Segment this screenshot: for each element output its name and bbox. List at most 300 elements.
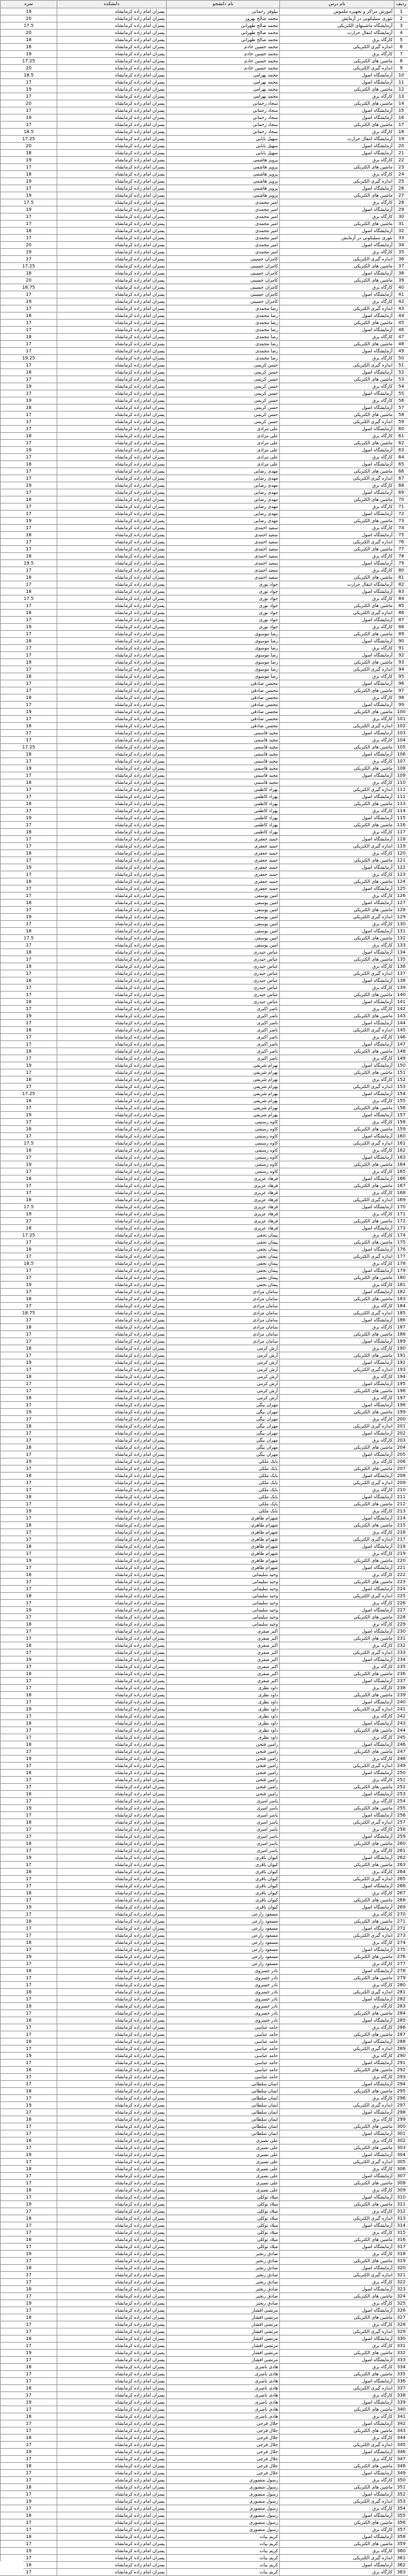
row-index: 81 (394, 574, 408, 581)
row-grade: 17 (1, 2045, 57, 2053)
row-grade: 17 (1, 2343, 57, 2350)
row-index: 229 (394, 1621, 408, 1628)
table-row (1, 1006, 408, 1013)
row-faculty: پسران امام زاده کرمانشاه (57, 2173, 167, 2180)
row-student: فرهاد عزیزی (167, 1218, 280, 1225)
row-grade: 17 (1, 503, 57, 511)
row-grade: 17 (1, 362, 57, 369)
row-student: حمید جعفری (167, 843, 280, 850)
row-student: سجاد رحمانی (167, 129, 280, 136)
table-row (1, 885, 408, 893)
row-index: 1 (394, 8, 408, 15)
table-row (1, 1685, 408, 1692)
header-faculty: دانشکده (57, 1, 167, 8)
row-student: پرویز هاشمی (167, 171, 280, 178)
row-faculty: پسران امام زاده کرمانشاه (57, 2371, 167, 2378)
row-student: آرش کرمی (167, 1366, 280, 1374)
row-faculty: پسران امام زاده کرمانشاه (57, 2272, 167, 2279)
row-index: 74 (394, 525, 408, 532)
row-index: 135 (394, 956, 408, 963)
row-faculty: پسران امام زاده کرمانشاه (57, 1805, 167, 1812)
row-grade: 17 (1, 603, 57, 610)
row-faculty: پسران امام زاده کرمانشاه (57, 1876, 167, 1883)
row-course: اندازه گیری الکتریکی (280, 914, 394, 921)
row-grade: 17 (1, 822, 57, 829)
row-faculty: پسران امام زاده کرمانشاه (57, 2067, 167, 2074)
row-index: 362 (394, 2562, 408, 2569)
row-student: کیوان باقری (167, 1890, 280, 1897)
row-grade: 19 (1, 1508, 57, 1515)
row-index: 198 (394, 1402, 408, 1409)
row-faculty: پسران امام زاده کرمانشاه (57, 1027, 167, 1034)
row-student: ایمان سلطانی (167, 2081, 280, 2088)
row-grade: 18 (1, 369, 57, 376)
row-student: هادی ناصری (167, 2406, 280, 2413)
table-row (1, 1642, 408, 1649)
table-row (1, 1678, 408, 1685)
table-row (1, 2548, 408, 2555)
row-faculty: پسران امام زاده کرمانشاه (57, 2526, 167, 2534)
row-student: رضا محمدی (167, 334, 280, 341)
table-row (1, 256, 408, 263)
row-course: ماشین های الکتریکی (280, 496, 394, 503)
row-grade: 18 (1, 1225, 57, 1232)
row-index: 254 (394, 1798, 408, 1805)
table-row (1, 560, 408, 567)
row-course: کارگاه برق (280, 1621, 394, 1628)
row-index: 6 (394, 44, 408, 51)
row-index: 308 (394, 2180, 408, 2187)
row-course: کارگاه برق (280, 1395, 394, 1402)
row-course: اندازه گیری الکتریکی (280, 1084, 394, 1091)
row-course: کارگاه برق (280, 93, 394, 100)
table-row (1, 1395, 408, 1402)
row-index: 241 (394, 1706, 408, 1713)
row-grade: 17 (1, 1381, 57, 1388)
row-course: کارگاه برق (280, 1961, 394, 1968)
table-row (1, 1515, 408, 1522)
table-row (1, 1862, 408, 1869)
row-grade: 17 (1, 1748, 57, 1755)
row-student: بهرام شریفی (167, 1091, 280, 1098)
row-student: پیمان نجفی (167, 1260, 280, 1267)
row-index: 193 (394, 1366, 408, 1374)
row-index: 59 (394, 419, 408, 426)
row-grade: 18 (1, 1840, 57, 1847)
table-row (1, 1557, 408, 1565)
row-course: اندازه گیری الکتریکی (280, 1197, 394, 1204)
row-faculty: پسران امام زاده کرمانشاه (57, 878, 167, 885)
table-row (1, 2357, 408, 2364)
row-course: آزمایشگاه اصول (280, 2399, 394, 2406)
row-course: آزمایشگاه اصول (280, 1175, 394, 1183)
row-index: 54 (394, 383, 408, 390)
row-course: آزمایشگاه اصول (280, 1770, 394, 1777)
row-course: اندازه گیری الکتریکی (280, 1649, 394, 1656)
row-index: 137 (394, 970, 408, 977)
row-index: 12 (394, 86, 408, 93)
row-faculty: پسران امام زاده کرمانشاه (57, 1897, 167, 1904)
row-index: 287 (394, 2031, 408, 2038)
row-course: اندازه گیری الکتریکی (280, 256, 394, 263)
row-faculty: پسران امام زاده کرمانشاه (57, 1529, 167, 1536)
row-course: آزمایشگاه اصول (280, 1699, 394, 1706)
row-faculty: پسران امام زاده کرمانشاه (57, 348, 167, 355)
table-row (1, 2159, 408, 2166)
table-row (1, 2180, 408, 2187)
row-index: 346 (394, 2449, 408, 2456)
row-student: مهدی رضایی (167, 503, 280, 511)
row-student: کریم بیات (167, 2541, 280, 2548)
table-row (1, 2088, 408, 2095)
row-faculty: پسران امام زاده کرمانشاه (57, 2413, 167, 2420)
table-row (1, 1076, 408, 1084)
table-row (1, 1699, 408, 1706)
row-student: علی نصیری (167, 2137, 280, 2145)
table-row (1, 79, 408, 86)
row-student: میلاد توکلی (167, 2222, 280, 2229)
row-grade: 17 (1, 213, 57, 221)
row-index: 154 (394, 1091, 408, 1098)
row-course: آزمایشگاه اصول (280, 900, 394, 907)
table-row (1, 270, 408, 277)
row-course: کارگاه برق (280, 595, 394, 603)
row-index: 322 (394, 2279, 408, 2286)
row-grade: 17 (1, 93, 57, 100)
row-course: ماشین های الکتریکی (280, 1727, 394, 1734)
row-faculty: پسران امام زاده کرمانشاه (57, 320, 167, 327)
row-student: حمید جعفری (167, 864, 280, 871)
row-index: 261 (394, 1847, 408, 1855)
row-faculty: پسران امام زاده کرمانشاه (57, 1140, 167, 1147)
row-course: آزمایشگاه اصول (280, 447, 394, 454)
row-course: آزمایشگاه اصول (280, 2420, 394, 2427)
table-row (1, 2286, 408, 2293)
row-course: ماشین های الکتریکی (280, 2123, 394, 2130)
row-student: مجید قاسمی (167, 765, 280, 772)
table-row (1, 475, 408, 482)
row-grade: 17 (1, 1812, 57, 1819)
row-grade: 18 (1, 2364, 57, 2371)
row-index: 34 (394, 242, 408, 249)
row-course: کارگاه برق (280, 199, 394, 206)
row-grade: 18 (1, 1076, 57, 1084)
row-faculty: پسران امام زاده کرمانشاه (57, 1614, 167, 1621)
row-faculty: پسران امام زاده کرمانشاه (57, 2336, 167, 2343)
table-row (1, 1550, 408, 1557)
row-faculty: پسران امام زاده کرمانشاه (57, 999, 167, 1006)
row-student: سامان مرادی (167, 1324, 280, 1331)
table-row (1, 1946, 408, 1954)
row-index: 218 (394, 1543, 408, 1550)
row-course: ماشین های الکتریکی (280, 574, 394, 581)
row-index: 225 (394, 1593, 408, 1600)
table-row (1, 150, 408, 157)
row-student: یاسر امیری (167, 1798, 280, 1805)
row-student: مرتضی افشار (167, 2343, 280, 2350)
row-grade: 18 (1, 2484, 57, 2491)
table-row (1, 666, 408, 673)
row-grade: 17 (1, 1777, 57, 1784)
row-course: کارگاه برق (280, 1939, 394, 1946)
row-faculty: پسران امام زاده کرمانشاه (57, 2498, 167, 2505)
row-index: 38 (394, 270, 408, 277)
row-index: 357 (394, 2526, 408, 2534)
table-row (1, 1572, 408, 1579)
row-faculty: پسران امام زاده کرمانشاه (57, 15, 167, 23)
row-grade: 17 (1, 419, 57, 426)
row-index: 138 (394, 977, 408, 984)
row-grade: 17 (1, 2505, 57, 2512)
row-index: 265 (394, 1876, 408, 1883)
row-index: 160 (394, 1133, 408, 1140)
table-row (1, 2229, 408, 2236)
row-faculty: پسران امام زاده کرمانشاه (57, 2236, 167, 2244)
row-course: آزمایشگاه اصول (280, 885, 394, 893)
row-student: بهرام شریفی (167, 1105, 280, 1112)
row-course: آزمایشگاه اصول (280, 1204, 394, 1211)
table-row (1, 1084, 408, 1091)
row-index: 156 (394, 1105, 408, 1112)
row-student: مرتضی افشار (167, 2314, 280, 2321)
table-row (1, 1904, 408, 1911)
row-grade: 19 (1, 298, 57, 305)
row-index: 324 (394, 2293, 408, 2300)
table-row (1, 1211, 408, 1218)
row-index: 319 (394, 2258, 408, 2265)
row-grade: 17 (1, 1416, 57, 1423)
row-student: اکبر صفری (167, 1649, 280, 1656)
row-grade: 17 (1, 921, 57, 928)
row-index: 264 (394, 1869, 408, 1876)
row-student: امین یوسفی (167, 921, 280, 928)
row-index: 242 (394, 1713, 408, 1720)
row-student: پرویز هاشمی (167, 157, 280, 164)
row-student: رضا موسوی (167, 673, 280, 680)
row-student: مرتضی افشار (167, 2328, 280, 2336)
row-faculty: پسران امام زاده کرمانشاه (57, 2293, 167, 2300)
row-faculty: پسران امام زاده کرمانشاه (57, 595, 167, 603)
row-course: ماشین های الکتریکی (280, 2541, 394, 2548)
row-student: بهزاد کاظمی (167, 829, 280, 836)
row-grade: 17 (1, 1352, 57, 1359)
row-course: ماشین های الکتریکی (280, 2180, 394, 2187)
row-grade: 18 (1, 1593, 57, 1600)
row-course: اندازه گیری الکتریکی (280, 1876, 394, 1883)
row-faculty: پسران امام زاده کرمانشاه (57, 2491, 167, 2498)
table-row (1, 2258, 408, 2265)
row-faculty: پسران امام زاده کرمانشاه (57, 843, 167, 850)
row-faculty: پسران امام زاده کرمانشاه (57, 815, 167, 822)
table-row (1, 1282, 408, 1289)
table-row (1, 829, 408, 836)
row-grade: 18 (1, 928, 57, 935)
row-faculty: پسران امام زاده کرمانشاه (57, 1076, 167, 1084)
row-index: 150 (394, 1062, 408, 1069)
row-course: ماشین های الکتریکی (280, 687, 394, 694)
row-grade: 19 (1, 2449, 57, 2456)
row-grade: 17 (1, 341, 57, 348)
row-course: آزمایشگاه اصول (280, 772, 394, 779)
row-index: 123 (394, 871, 408, 878)
table-row (1, 2534, 408, 2541)
row-student: امیر محمدی (167, 221, 280, 228)
table-row (1, 1635, 408, 1642)
row-course: کارگاه برق (280, 673, 394, 680)
row-grade: 19 (1, 1013, 57, 1020)
row-student: عباس حیدری (167, 999, 280, 1006)
row-index: 10 (394, 72, 408, 79)
table-row (1, 348, 408, 355)
row-student: داود نظری (167, 1699, 280, 1706)
row-faculty: پسران امام زاده کرمانشاه (57, 1133, 167, 1140)
table-row (1, 977, 408, 984)
row-index: 305 (394, 2159, 408, 2166)
row-index: 16 (394, 114, 408, 122)
table-row (1, 221, 408, 228)
row-course: ماشین های الکتریکی (280, 1862, 394, 1869)
table-row (1, 291, 408, 298)
row-student: کیوان باقری (167, 1883, 280, 1890)
row-faculty: پسران امام زاده کرمانشاه (57, 1840, 167, 1847)
row-student: حامد عباسی (167, 2038, 280, 2045)
row-faculty: پسران امام زاده کرمانشاه (57, 1473, 167, 1480)
row-grade: 18 (1, 1621, 57, 1628)
row-course: آزمایشگاه اصول (280, 560, 394, 567)
row-course: آزمایشگاه اصول (280, 348, 394, 355)
row-grade: 17 (1, 1579, 57, 1586)
table-row (1, 30, 408, 37)
row-course: کارگاه برق (280, 1168, 394, 1175)
row-student: سامان مرادی (167, 1310, 280, 1317)
row-index: 47 (394, 334, 408, 341)
row-student: امیر محمدی (167, 235, 280, 242)
table-row (1, 970, 408, 977)
row-grade: 18 (1, 1543, 57, 1550)
row-index: 356 (394, 2519, 408, 2526)
row-index: 130 (394, 921, 408, 928)
row-grade: 18 (1, 1473, 57, 1480)
row-student: رسول منصوری (167, 2512, 280, 2519)
table-row (1, 1267, 408, 1274)
row-faculty: پسران امام زاده کرمانشاه (57, 1274, 167, 1282)
row-course: ماشین های الکتریکی (280, 1897, 394, 1904)
row-student: حمید جعفری (167, 836, 280, 843)
row-faculty: پسران امام زاده کرمانشاه (57, 1232, 167, 1239)
row-index: 41 (394, 291, 408, 298)
row-grade: 17 (1, 984, 57, 992)
row-index: 118 (394, 836, 408, 843)
row-faculty: پسران امام زاده کرمانشاه (57, 1770, 167, 1777)
row-faculty: پسران امام زاده کرمانشاه (57, 1168, 167, 1175)
row-grade: 17 (1, 2180, 57, 2187)
row-faculty: پسران امام زاده کرمانشاه (57, 2081, 167, 2088)
row-faculty: پسران امام زاده کرمانشاه (57, 298, 167, 305)
table-row (1, 765, 408, 772)
row-student: صادق رنجبر (167, 2258, 280, 2265)
row-index: 100 (394, 709, 408, 716)
row-index: 60 (394, 426, 408, 433)
table-row (1, 178, 408, 185)
row-course: کارگاه برق (280, 2095, 394, 2102)
row-course: اندازه گیری الکتریکی (280, 2045, 394, 2053)
table-row (1, 1303, 408, 1310)
row-faculty: پسران امام زاده کرمانشاه (57, 1862, 167, 1869)
row-course: کارگاه برق (280, 963, 394, 970)
row-index: 352 (394, 2491, 408, 2498)
row-index: 66 (394, 468, 408, 475)
row-student: هادی ناصری (167, 2378, 280, 2385)
row-faculty: پسران امام زاده کرمانشاه (57, 327, 167, 334)
row-index: 259 (394, 1833, 408, 1840)
row-faculty: پسران امام زاده کرمانشاه (57, 1267, 167, 1274)
row-index: 9 (394, 65, 408, 72)
row-faculty: پسران امام زاده کرمانشاه (57, 284, 167, 291)
row-grade: 17 (1, 468, 57, 475)
row-student: کامران حسینی (167, 277, 280, 284)
row-student: رضا محمدی (167, 313, 280, 320)
row-faculty: پسران امام زاده کرمانشاه (57, 1996, 167, 2003)
row-grade: 18 (1, 1098, 57, 1105)
row-index: 354 (394, 2505, 408, 2512)
row-student: مهدی رضایی (167, 489, 280, 496)
row-index: 162 (394, 1147, 408, 1154)
row-student: علی مرادی (167, 454, 280, 461)
row-grade: 17 (1, 291, 57, 298)
row-grade: 17 (1, 1826, 57, 1833)
table-row (1, 2102, 408, 2109)
row-faculty: پسران امام زاده کرمانشاه (57, 885, 167, 893)
row-student: کیوان باقری (167, 1897, 280, 1904)
row-grade: 17 (1, 164, 57, 171)
table-row (1, 1246, 408, 1253)
row-course: کارگاه برق (280, 2003, 394, 2010)
row-faculty: پسران امام زاده کرمانشاه (57, 2244, 167, 2251)
row-student: اکبر صفری (167, 1671, 280, 1678)
table-row (1, 1713, 408, 1720)
row-grade: 19 (1, 383, 57, 390)
table-row (1, 2173, 408, 2180)
row-student: امیر محمدی (167, 249, 280, 256)
row-grade: 18 (1, 2435, 57, 2442)
row-student: هادی ناصری (167, 2371, 280, 2378)
table-row (1, 1098, 408, 1105)
row-grade: 17 (1, 786, 57, 794)
row-student: حامد عباسی (167, 2074, 280, 2081)
row-student: محمد بهرامی (167, 79, 280, 86)
table-row (1, 1501, 408, 1508)
row-faculty: پسران امام زاده کرمانشاه (57, 687, 167, 694)
row-student: جواد نوری (167, 617, 280, 624)
row-grade: 17 (1, 2519, 57, 2526)
row-grade: 17 (1, 1133, 57, 1140)
table-row (1, 1062, 408, 1069)
row-index: 236 (394, 1671, 408, 1678)
table-row (1, 1586, 408, 1593)
row-course: کارگاه برق (280, 157, 394, 164)
row-faculty: پسران امام زاده کرمانشاه (57, 935, 167, 942)
row-faculty: پسران امام زاده کرمانشاه (57, 2053, 167, 2060)
row-student: بابک ملکی (167, 1473, 280, 1480)
row-student: علی مرادی (167, 433, 280, 440)
table-row (1, 1833, 408, 1840)
row-faculty: پسران امام زاده کرمانشاه (57, 836, 167, 843)
row-grade: 17 (1, 2244, 57, 2251)
row-course: آزمایشگاه اصول (280, 1791, 394, 1798)
row-student: کیوان باقری (167, 1876, 280, 1883)
row-faculty: پسران امام زاده کرمانشاه (57, 1006, 167, 1013)
row-student: داود نظری (167, 1720, 280, 1727)
